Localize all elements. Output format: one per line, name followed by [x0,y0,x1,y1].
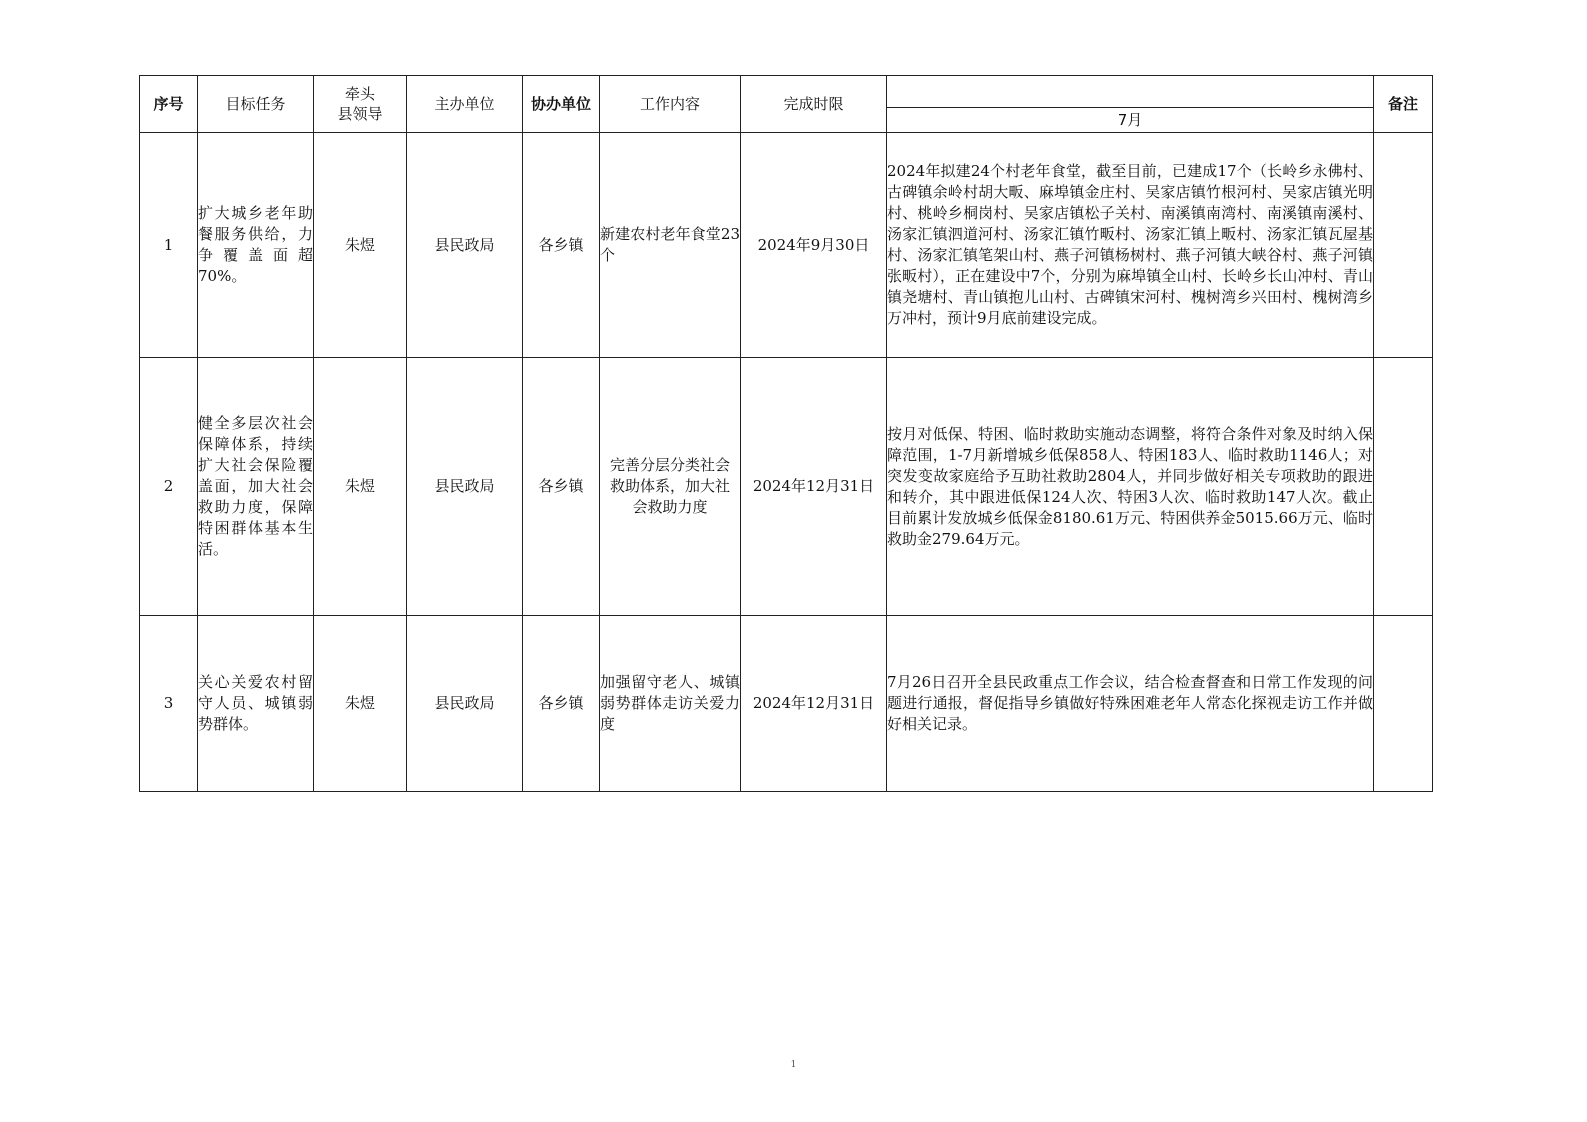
cell-progress: 7月26日召开全县民政重点工作会议，结合检查督查和日常工作发现的问题进行通报，督促指导乡镇做好特殊困难老年人常态化探视走访工作并做好相关记录。 [887,616,1374,792]
cell-content: 新建农村老年食堂23个 [600,133,741,358]
cell-goal: 健全多层次社会保障体系，持续扩大社会保险覆盖面，加大社会救助力度，保障特困群体基本生活。 [198,358,314,616]
table-row [140,133,1433,358]
page-number: 1 [790,1060,797,1070]
header-row [140,76,1433,133]
header-month: 7月 [887,107,1373,132]
cell-content: 加强留守老人、城镇弱势群体走访关爱力度 [600,616,741,792]
cell-goal: 关心关爱农村留守人员、城镇弱势群体。 [198,616,314,792]
cell-deadline: 2024年12月31日 [741,358,887,616]
header-progress [887,76,1374,133]
cell-seq: 3 [140,616,198,792]
work-progress-table [139,75,1433,792]
header-host: 主办单位 [407,76,523,133]
cell-assist: 各乡镇 [523,616,600,792]
header-seq: 序号 [140,76,198,133]
cell-seq: 2 [140,358,198,616]
cell-goal: 扩大城乡老年助餐服务供给，力争覆盖面超70%。 [198,133,314,358]
header-goal: 目标任务 [198,76,314,133]
cell-content: 完善分层分类社会救助体系，加大社会救助力度 [600,358,741,616]
header-leader: 牵头 县领导 [314,76,407,133]
header-remarks: 备注 [1374,76,1433,133]
cell-leader: 朱煜 [314,358,407,616]
table-row [140,358,1433,616]
cell-seq: 1 [140,133,198,358]
cell-host: 县民政局 [407,133,523,358]
cell-leader: 朱煜 [314,616,407,792]
header-deadline: 完成时限 [741,76,887,133]
cell-deadline: 2024年9月30日 [741,133,887,358]
cell-remarks [1374,133,1433,358]
cell-host: 县民政局 [407,358,523,616]
header-assist: 协办单位 [523,76,600,133]
cell-remarks [1374,358,1433,616]
header-content: 工作内容 [600,76,741,133]
cell-remarks [1374,616,1433,792]
cell-assist: 各乡镇 [523,358,600,616]
cell-host: 县民政局 [407,616,523,792]
cell-leader: 朱煜 [314,133,407,358]
table-row [140,616,1433,792]
cell-progress: 按月对低保、特困、临时救助实施动态调整，将符合条件对象及时纳入保障范围，1-7月新增城乡低保858人、特困183人、临时救助1146人；对突发变故家庭给予互助社救助2804人，并同步做好相关专项救助的跟进和转介，其中跟进低保124人次、特困3人次、临时救助147人次。截止目前累计发放城乡低保金8180.61万元、特困供养金5015.66万元、临时救助金279.64万元。 [887,358,1374,616]
cell-deadline: 2024年12月31日 [741,616,887,792]
cell-progress: 2024年拟建24个村老年食堂，截至目前，已建成17个（长岭乡永佛村、古碑镇余岭村胡大畈、麻埠镇金庄村、吴家店镇竹根河村、吴家店镇光明村、桃岭乡桐岗村、吴家店镇松子关村、南溪镇南湾村、南溪镇南溪村、汤家汇镇泗道河村、汤家汇镇竹畈村、汤家汇镇上畈村、汤家汇镇瓦屋基村、汤家汇镇笔架山村、燕子河镇杨树村、燕子河镇大峡谷村、燕子河镇张畈村），正在建设中7个，分别为麻埠镇全山村、长岭乡长山冲村、青山镇尧塘村、青山镇抱儿山村、古碑镇宋河村、槐树湾乡兴田村、槐树湾乡万冲村，预计9月底前建设完成。 [887,133,1374,358]
cell-assist: 各乡镇 [523,133,600,358]
